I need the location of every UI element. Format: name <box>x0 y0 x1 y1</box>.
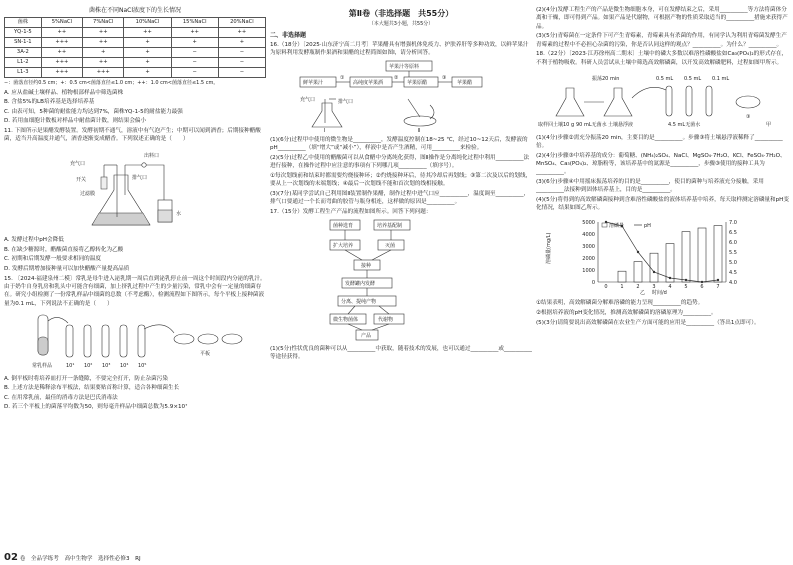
q10-option-d: D. 若用血细胞计数板对样品中耐盐菌计数，则结果会偏小 <box>4 118 147 125</box>
figure-a-label: 甲 <box>766 122 772 129</box>
y2-tick-label: 6.5 <box>729 229 737 236</box>
q15-option-c: C. 在用常乳前，最佳的消毒方法是巴氏消毒法 <box>4 394 118 401</box>
section-title: 二、非选择题 <box>270 31 307 39</box>
x-tick-label: 2 <box>636 283 640 290</box>
q16-part-2-options: ①每次划线前和结束时都需要灼烧接种环；②灼烧接种环后，待其冷却后再划线；③第二次及以后的划线，要从上一次划线的末端划线；④最后一次划线不能和首次划的线相接触。 <box>270 172 532 188</box>
table-row: 3A-2 ++ + + − − <box>5 47 266 57</box>
cider-box: 高纯度苹果酒 <box>353 79 384 86</box>
y-tick-label: 2000 <box>582 255 595 262</box>
q17-part-3: (3)(5分)青霉菌在一定条件下可产生青霉素，青霉素具有杀菌的作用，有同学认为利用青霉菌发酵生产青霉素的过程中不必担心杂菌的污染，你是否认同这样的观点？__________。为什么？__________。 <box>536 33 787 48</box>
q18-part-1: (1)(4分)步骤②需充分振荡20 min，主要目的是__________。步骤③将土壤悬浮液稀释了__________倍。 <box>536 134 783 150</box>
y2-tick-label: 7.0 <box>729 219 737 226</box>
ph-point <box>717 279 719 281</box>
apple-vinegar-process-figure <box>270 59 532 133</box>
column-3 <box>536 6 789 328</box>
table-header: 菌株 <box>5 18 42 28</box>
q11-option-d: D. 发酵后期增加接种量可以加快醋酸产量提高品质 <box>4 266 130 272</box>
step-2-label: ② <box>394 74 399 81</box>
q17-stem: 17.（15分）发酵工程生产产品的流程如图所示。回答下列问题： <box>270 208 432 215</box>
step-1-label: ① <box>340 74 345 81</box>
dilution-tubes <box>66 325 145 357</box>
tank-fermentation-box: 发酵罐内发酵 <box>345 280 376 287</box>
table-header: 5%NaCl <box>41 18 82 28</box>
fresh-juice-box: 鲜苹果汁 <box>303 79 324 86</box>
x-tick-label: 5 <box>684 283 688 290</box>
dish-label: ③ <box>746 114 751 121</box>
q11-stem: 11. 下图所示是果醋发酵装置。发酵初期不通气，溶液中有气泡产生；中期可以闻到酒香；后期接种醋酸菌，适当升高温度并通气，酒香逐渐变成醋香。下列叙述正确的是（ ） <box>4 127 261 143</box>
y-tick-label: 5000 <box>582 219 595 226</box>
y-axis-label: 溶磷量(mg/L) <box>546 232 552 264</box>
figure-ii-label: Ⅱ <box>418 127 421 133</box>
table-row: L1-2 +++ ++ + − − <box>5 57 266 67</box>
y2-tick-label: 4.5 <box>729 269 737 276</box>
q16-part-1: (1)(6分)过程甲中使用的微生物是__________，发酵温度控制在18~25 ℃，经过10~12天后，发酵液的pH__________（填“增大”或“减小”），样液中是否产生酒精，可用__________来检验。 <box>270 137 528 152</box>
dilution-label: 10⁴ <box>120 363 129 370</box>
column-1 <box>4 6 266 413</box>
q15-stem: 15. 〔2024·福建泉州二模〕常乳是母牛进入泌乳期一周后直到泌乳停止前一周这个时间段内分泌的乳汁。由于奶牛自身乳房和乳头中可能含有细菌，加上挤乳过程中产生的少量污染，常乳中会有一定量的细菌存在。研究小组检测了一份常乳样品中细菌的总数（不考虑酶），检测流程如下图所示，每个平板上接种菌液量为0.1 mL，下列说法不正确的是（ ） <box>4 275 266 307</box>
table-row: SN-1-1 +++ ++ + + + <box>5 37 266 47</box>
q17-part-1: (1)(5分)性状优良的菌种可以从__________中获取，随着技术的发展，也可以通过__________或__________等途径获得。 <box>270 345 532 361</box>
medium-prep-box: 培养基配制 <box>377 222 403 229</box>
strain-selection-box: 菌种选育 <box>333 222 354 229</box>
q11-option-c: C. 初期和后期发酵一般要求相同的温度 <box>4 256 101 263</box>
shake-label: 振荡20 min <box>592 76 620 83</box>
table-title: 菌株在不同NaCl浓度下的生长情况 <box>88 7 182 14</box>
dilution-label: 10¹ <box>66 363 75 370</box>
ph-point <box>653 271 655 273</box>
dilution-label: 10⁵ <box>138 363 147 370</box>
q16-stem: 16.（18分）〔2025·山东济宁高二月考〕苹果醋具有增强机体免疫力、护肤养肝等多种功效，以鲜苹果汁为原料利用发酵瓶制作果酒和果醋的过程简图如图I，请分析回答。 <box>270 41 529 57</box>
exhaust-label: 排气口 <box>132 174 148 181</box>
step-3-label: ③ <box>442 74 447 81</box>
table-header: 20%NaCl <box>218 18 265 28</box>
table-header: 10%NaCl <box>124 18 171 28</box>
q18-conclusion-2: ②根据培养液的pH变化情况，推测高效解磷菌的溶磷原理为__________。 <box>536 309 717 316</box>
dilution-series-figure <box>4 309 266 371</box>
q10-option-c: C. 由表可知，5种菌的耐盐能力均达到7%，菌株YQ-1-5的耐盐能力最强 <box>4 108 183 115</box>
inoculate-box: 接种 <box>361 262 372 269</box>
y2-tick-label: 4.0 <box>729 279 737 286</box>
table-row: YQ-1-5 ++ ++ ++ ++ ++ <box>5 27 266 37</box>
scale-up-box: 扩大培养 <box>333 242 354 249</box>
x-tick-label: 0 <box>604 283 608 290</box>
raw-material-box: 苹果汁等原料 <box>389 63 420 70</box>
legend-bar-label: 溶磷量 <box>609 222 625 229</box>
q15-option-d: D. 若三个平板上的菌落平均数为50，则每毫升样品中细菌总数为5.9×10⁷ <box>4 404 188 411</box>
fermentation-engineering-flow <box>270 218 532 342</box>
x-tick-label: 3 <box>652 283 656 290</box>
q18-stem: 18.（22分）〔2023·江苏徐州高二期末〕土壤中的磷大多数以难溶性磷酸盐如Ca₃(PO₄)₂的形式存在，不利于植物吸收。科研人员尝试从土壤中筛选高效解磷菌，以开发高效解磷肥料，过程如图甲所示。 <box>536 51 788 66</box>
ph-point <box>685 279 687 281</box>
bar <box>666 244 674 282</box>
air-inlet-label: 充气口 <box>70 160 86 167</box>
q18-part-2: (2)(4分)步骤③中培养基的成分：葡萄糖、(NH₄)₂SO₄、NaCl、MgSO₄·7H₂O、KCl、FeSO₄·7H₂O、MnSO₄、Ca₃(PO₄)₂、琼脂粉等，该培养基中的氮源是__________，步骤③使用的接种工具为__________。 <box>536 152 786 176</box>
q18-conclusion-1: ①结果表明，高效解磷菌分解难溶磷的能力呈现__________的趋势。 <box>536 300 704 307</box>
volume-label: 0.1 mL <box>712 76 730 83</box>
sterile-water-label: 90 mL无菌水 <box>576 122 607 129</box>
tube-water-label: 4.5 mL无菌水 <box>668 122 701 129</box>
q10-option-a: A. 应从盐碱土壤样品、植物根部样品中筛选菌株 <box>4 89 124 96</box>
x-tick-label: 1 <box>620 283 624 290</box>
suspension-label: 土壤悬浮液 <box>608 122 634 129</box>
y2-tick-label: 6.0 <box>729 239 737 246</box>
figure-b-label: 乙 <box>640 289 646 296</box>
ph-point <box>637 251 639 253</box>
page-number: 02 <box>4 552 18 563</box>
part-note: （本大题共3小题，共55分） <box>368 21 434 27</box>
q10-option-b: B. 含盐5%的LB培养基是选择培养基 <box>4 99 95 106</box>
soil-sample-label: 取样回土壤10 g <box>538 122 575 129</box>
table-header-row <box>5 18 266 28</box>
switch-label: 开关 <box>76 176 87 183</box>
q18-part-5: (5)(3分)请简要说出高效解磷菌在农业生产方面可能的应用是__________（答出1点即可）。 <box>536 319 760 326</box>
x-tick-label: 4 <box>668 283 672 290</box>
raw-vinegar-box: 苹果原醋 <box>407 79 428 86</box>
legend-line-label: pH <box>644 222 651 229</box>
salt-tolerance-table <box>4 17 266 78</box>
separation-box: 分离、提纯产物 <box>341 298 377 305</box>
footer-text: 卷 全品学练考 高中生物学 选择性必修3 RJ <box>19 556 141 562</box>
q17-part-2: (2)(4分)发酵工程生产的产品是微生物细胞本身，可在发酵结束之后，采用__________等方法将菌体分离和干燥，即可得到产品。如果产品是代谢物，可根据产物的性质采取适当的__________措施来获得产品。 <box>536 7 788 30</box>
outlet-label: 出料口 <box>144 152 160 159</box>
dilution-label: 10³ <box>102 363 111 370</box>
y-tick-label: 0 <box>591 279 595 286</box>
product-box: 产品 <box>361 332 372 339</box>
q18-part-3: (3)(6分)步骤④中用摇床振荡培养的目的是__________，使目的菌种与培养液充分接触，采用__________法接种到固体培养基上，目的是__________。 <box>536 179 764 194</box>
phosphate-dissolution-chart <box>536 214 789 296</box>
table-note: −：菌落直径约0.5 cm；+：0.5 cm<菌落直径≤1.0 cm；++：1.0 cm<菌落直径≤1.5 cm。 <box>4 79 219 86</box>
ph-point <box>669 277 671 279</box>
q11-option-a: A. 发酵过程中pH会降低 <box>4 237 64 244</box>
y-tick-label: 3000 <box>582 243 595 250</box>
y2-tick-label: 5.5 <box>729 249 737 256</box>
y-tick-label: 4000 <box>582 231 595 238</box>
fermentation-apparatus-figure <box>4 145 266 233</box>
x-axis-label: 时间/d <box>652 289 667 296</box>
sample-label: 常乳样品 <box>32 363 53 370</box>
x-tick-label: 6 <box>700 283 704 290</box>
table-row: L1-3 +++ +++ + − − <box>5 67 266 77</box>
exhaust-label: 排气口 <box>338 98 354 105</box>
volume-label: 0.5 mL <box>684 76 702 83</box>
page-footer <box>4 550 141 565</box>
bar <box>634 262 642 282</box>
metabolite-box: 代谢物 <box>378 316 394 323</box>
bar <box>698 228 706 282</box>
q16-part-2: (2)(5分)过程乙中使用的醋酸菌可以从食醋中分离纯化获得，图Ⅱ操作是分离纯化过程中利用__________法进行接种，在操作过程中应注意的事项有下列哪几项__________（填序号）。 <box>270 155 530 170</box>
bar <box>650 253 658 282</box>
column-2 <box>270 6 532 363</box>
water-label: 水 <box>176 210 182 217</box>
plate-label: 平板 <box>200 351 211 358</box>
x-tick-label: 7 <box>716 283 720 290</box>
q15-option-b: B. 上述方法是稀释涂布平板法，结果要贴首称计算，适合各种细菌生长 <box>4 385 180 392</box>
dilution-label: 10² <box>84 363 93 370</box>
air-inlet-label: 充气口 <box>300 96 316 103</box>
q15-option-a: A. 倒平板时将培养皿打开一条缝隙，不要完全打开，防止杂菌污染 <box>4 375 168 382</box>
volume-label: 0.5 mL <box>656 76 674 83</box>
cell-mass-box: 微生物菌体 <box>333 316 359 323</box>
table-header: 15%NaCl <box>171 18 218 28</box>
bar <box>682 232 690 282</box>
y2-tick-label: 5.0 <box>729 259 737 266</box>
ph-point <box>701 281 703 283</box>
bar <box>618 271 626 282</box>
table-header: 7%NaCl <box>83 18 124 28</box>
figure-i-label: Ⅰ <box>324 127 326 133</box>
apple-vinegar-box: 苹果醋 <box>457 79 473 86</box>
sterilize-box: 灭菌 <box>385 242 396 249</box>
q11-option-b: B. 在缺少糖源时，醋酸菌直接将乙醇转化为乙酸 <box>4 246 124 253</box>
legend-bar-swatch <box>602 223 607 227</box>
filter-label: 过滤膜 <box>80 190 96 197</box>
q18-part-4: (4)(5分)将得到的高效解磷菌接种到含难溶性磷酸盐的液体培养基中培养，每天取样测定溶磷量和pH变化情况，结果如图乙所示。 <box>536 196 789 212</box>
phosphate-bacteria-screening-figure <box>536 68 789 130</box>
part-title: 第Ⅱ卷（非选择题 共55分） <box>348 9 454 18</box>
y-tick-label: 1000 <box>582 267 595 274</box>
bar <box>714 226 722 282</box>
q16-part-3: (3)(7分)某同学尝试自己利用图Ⅱ装置制作果醋，制作过程中进气口应__________，温度调至__________，排气口要通过一个长而弯曲的胶管与瓶身相连，这样做的原因是__________。 <box>270 190 530 206</box>
